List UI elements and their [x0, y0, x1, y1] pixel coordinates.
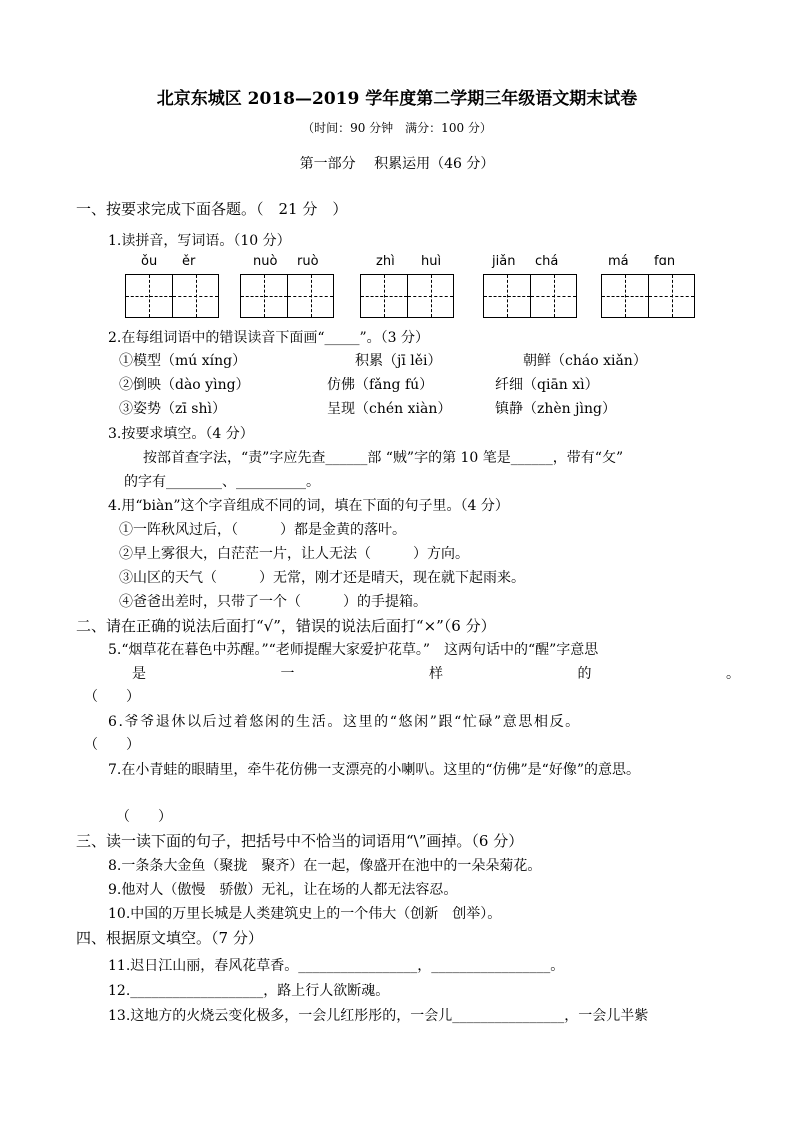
q5-spread-line [120, 663, 740, 683]
exam-info: （时间：90 分钟 满分：100 分） [302, 121, 492, 135]
q6-line: 6.爷爷退休以后过着悠闲的生活。这里的“悠闲”跟“忙碌”意思相反。 [108, 714, 581, 730]
q8: 8.一条条大金鱼（聚拢 聚齐）在一起，像盛开在池中的一朵朵菊花。 [108, 858, 542, 874]
q2-item: ②倒映（dào yìng） [119, 377, 250, 393]
q11: 11.迟日江山丽，春风花草香。_________________，_________________。 [108, 958, 565, 974]
q1-label: 1.读拼音，写词语。（10 分） [108, 233, 291, 249]
q5-word: 样 [429, 666, 443, 682]
pinyin: má [608, 254, 629, 269]
pinyin: chá [535, 254, 559, 269]
q13: 13.这地方的火烧云变化极多，一会儿红彤彤的，一会儿________________，一会儿半紫 [108, 1008, 649, 1024]
q2-item: ③姿势（zī shì） [119, 401, 226, 417]
section-3-heading: 三、读一读下面的句子，把括号中不恰当的词语用“\”画掉。（6 分） [76, 832, 524, 850]
q2-item: 纤细（qiān xì） [495, 377, 599, 393]
q2-item: 呈现（chén xiàn） [327, 401, 452, 417]
q3-line: 按部首查字法，“责”字应先查______部 “贼”字的第 10 笔是______，带有“攵” [143, 450, 624, 466]
q3-line: 的字有________、__________。 [124, 474, 320, 490]
q4-item: ②早上雾很大，白茫茫一片，让人无法（ ）方向。 [119, 546, 469, 562]
q10: 10.中国的万里长城是人类建筑史上的一个伟大（创新 创举）。 [108, 906, 502, 922]
q2-item: ①模型（mú xíng） [119, 353, 247, 369]
q5-word: 是 [132, 666, 146, 682]
answer-paren[interactable]: （ ） [84, 737, 140, 753]
q2-item: 仿佛（fǎng fú） [327, 377, 434, 393]
q4-item: ①一阵秋风过后，（ ）都是金黄的落叶。 [119, 522, 406, 538]
q12: 12.___________________，路上行人欲断魂。 [108, 983, 390, 999]
pinyin: nuò [253, 254, 278, 269]
answer-paren[interactable]: （ ） [116, 809, 172, 825]
q5-word: 的 [577, 666, 592, 682]
q5-word: 一 [280, 666, 295, 682]
writing-grid-5[interactable] [601, 274, 695, 318]
writing-grid-2[interactable] [240, 274, 334, 318]
answer-paren[interactable]: （ ） [84, 689, 140, 705]
q2-item: 镇静（zhèn jìng） [495, 401, 616, 417]
pinyin: ruò [297, 254, 319, 269]
q2-label: 2.在每组词语中的错误读音下面画“_____”。（3 分） [108, 330, 430, 346]
q2-item: 朝鲜（cháo xiǎn） [523, 353, 647, 369]
pinyin: ǒu [141, 254, 158, 269]
part-heading: 第一部分 积累运用（46 分） [299, 156, 495, 172]
section-2-heading: 二、请在正确的说法后面打“√”，错误的说法后面打“×”（6 分） [76, 617, 496, 635]
section-1-heading: 一、按要求完成下面各题。（ 21 分 ） [76, 200, 348, 218]
q4-item: ③山区的天气（ ）无常，刚才还是晴天，现在就下起雨来。 [119, 570, 525, 586]
q4-label: 4.用“biàn”这个字音组成不同的词，填在下面的句子里。（4 分） [108, 498, 509, 514]
pinyin: ěr [182, 254, 196, 269]
q4-item: ④爸爸出差时，只带了一个（ ）的手提箱。 [119, 594, 427, 610]
q5-word: 。 [726, 666, 740, 682]
pinyin: zhì [376, 254, 395, 269]
writing-grid-1[interactable] [125, 274, 219, 318]
q2-item: 积累（jī lěi） [355, 353, 442, 369]
writing-grid-4[interactable] [483, 274, 577, 318]
page-title: 北京东城区 2018—2019 学年度第二学期三年级语文期末试卷 [156, 89, 638, 109]
pinyin: huì [421, 254, 442, 269]
q7-line: 7.在小青蛙的眼睛里，牵牛花仿佛一支漂亮的小喇叭。这里的“仿佛”是“好像”的意思。 [108, 762, 640, 778]
writing-grid-3[interactable] [360, 274, 454, 318]
q5-line: 5.“烟草花在暮色中苏醒。”“老师提醒大家爱护花草。” 这两句话中的“醒”字意思 [108, 642, 599, 658]
q9: 9.他对人（傲慢 骄傲）无礼，让在场的人都无法容忍。 [108, 882, 458, 898]
pinyin: fɑn [654, 254, 676, 269]
q3-label: 3.按要求填空。（4 分） [108, 426, 254, 442]
pinyin: jiǎn [492, 254, 516, 269]
section-4-heading: 四、根据原文填空。（7 分） [76, 929, 263, 947]
